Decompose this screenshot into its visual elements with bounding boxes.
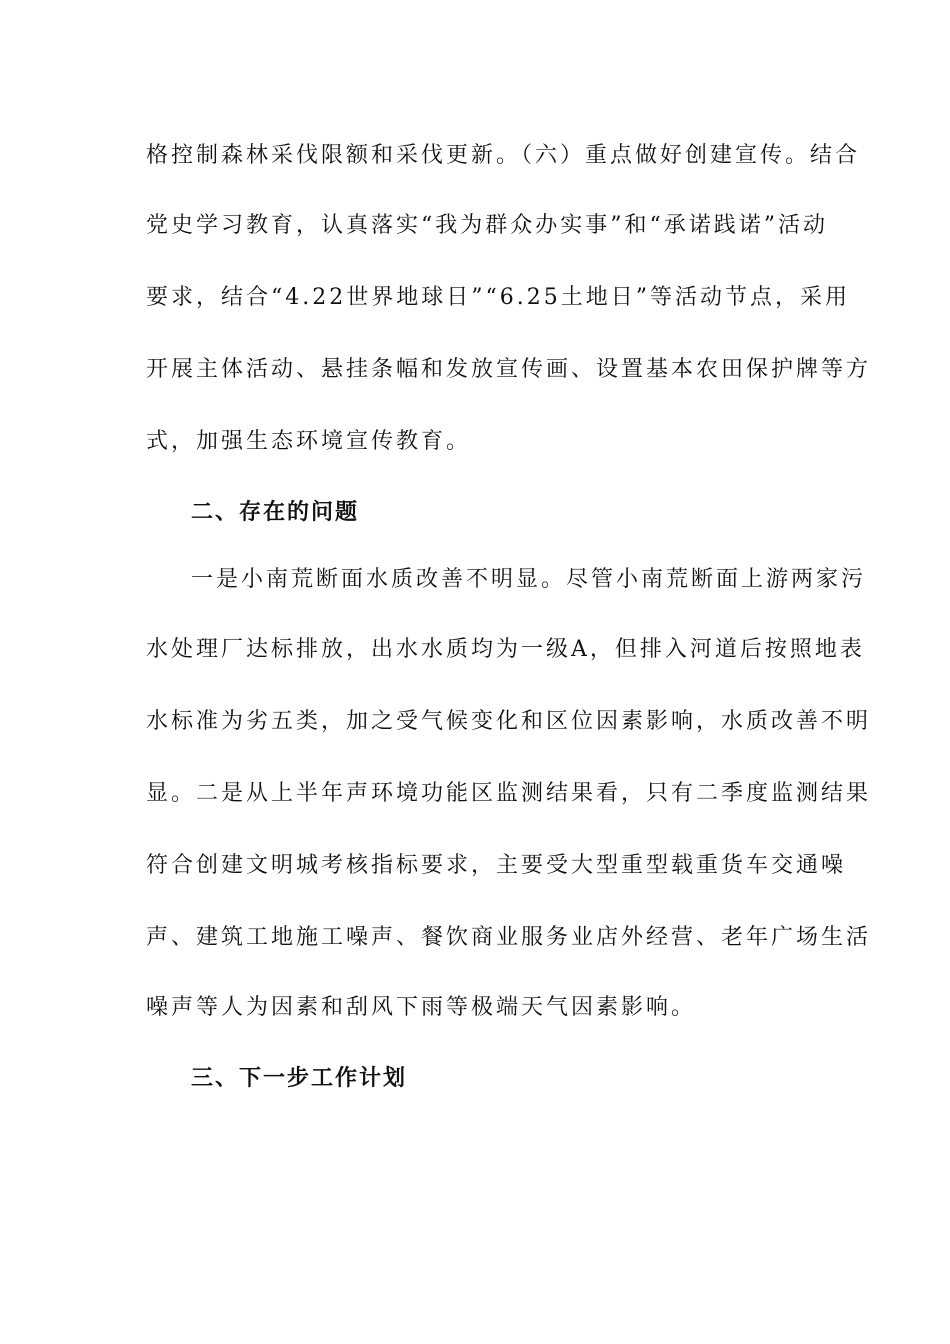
paragraph-line: 水处理厂达标排放，出水水质均为一级A，但排入河道后按照地表 (146, 637, 865, 662)
paragraph-line: 水标准为劣五类，加之受气候变化和区位因素影响，水质改善不明 (146, 709, 872, 734)
paragraph-line: 开展主体活动、悬挂条幅和发放宣传画、设置基本农田保护牌等方 (146, 357, 872, 382)
section-heading: 二、存在的问题 (191, 499, 360, 525)
paragraph-line: 显。二是从上半年声环境功能区监测结果看，只有二季度监测结果 (146, 781, 872, 806)
section-heading: 三、下一步工作计划 (191, 1065, 408, 1091)
paragraph-line: 声、建筑工地施工噪声、餐饮商业服务业店外经营、老年广场生活 (146, 925, 872, 950)
paragraph-line: 党史学习教育，认真落实“我为群众办实事”和“承诺践诺”活动 (146, 213, 828, 238)
paragraph-line: 式，加强生态环境宣传教育。 (146, 429, 472, 454)
paragraph-line: 噪声等人为因素和刮风下雨等极端天气因素影响。 (146, 995, 697, 1020)
paragraph-line: 格控制森林采伐限额和采伐更新。（六）重点做好创建宣传。结合 (146, 143, 861, 168)
paragraph-line: 符合创建文明城考核指标要求，主要受大型重型载重货车交通噪 (146, 853, 847, 878)
paragraph-line: 一是小南荒断面水质改善不明显。尽管小南荒断面上游两家污 (191, 567, 867, 592)
paragraph-line: 要求，结合“4.22世界地球日”“6.25土地日”等活动节点，采用 (146, 285, 850, 310)
